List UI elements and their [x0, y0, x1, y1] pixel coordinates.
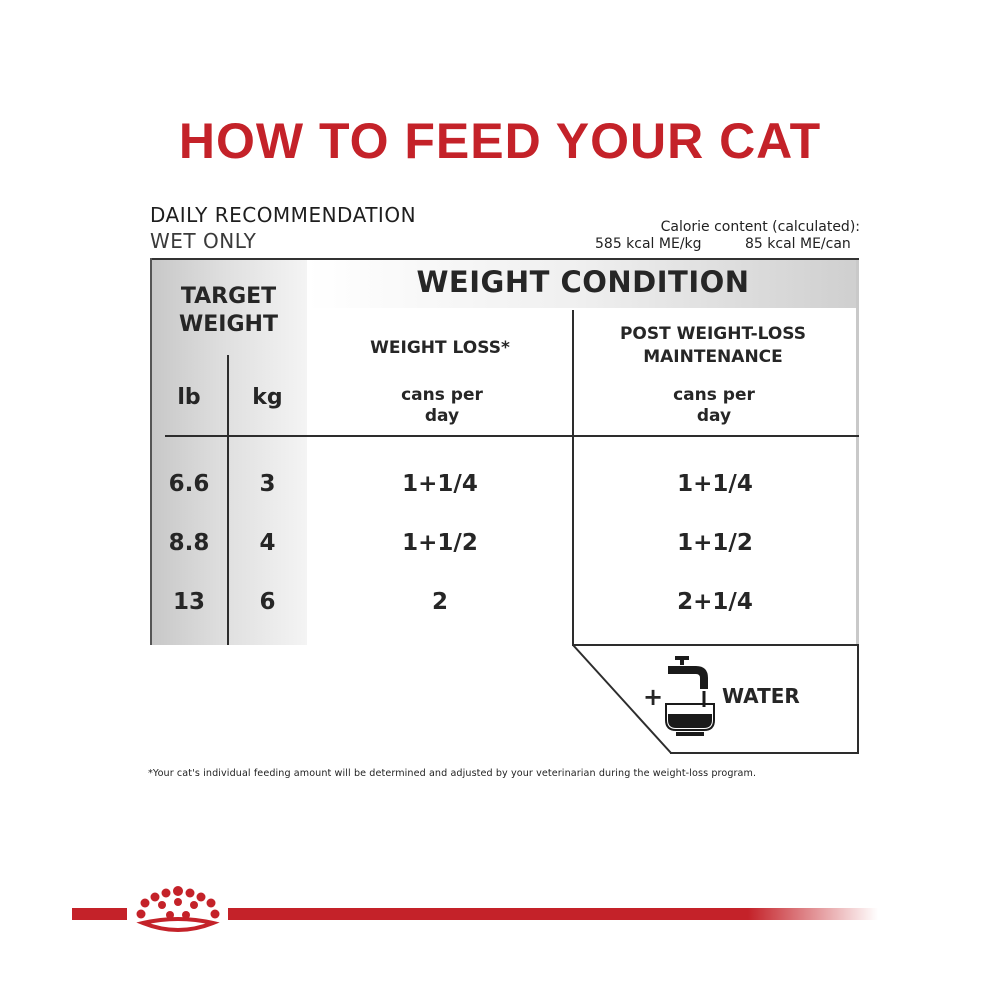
row1-kg: 3: [259, 471, 276, 497]
daily-recommendation-subtitle: WET ONLY: [150, 229, 257, 253]
target-weight-label: TARGET WEIGHT: [179, 284, 278, 337]
header-divider: [165, 435, 859, 437]
maintenance-cans-unit: cans per day: [673, 385, 755, 426]
daily-recommendation-title: DAILY RECOMMENDATION: [150, 203, 417, 227]
maintenance-header: POST WEIGHT-LOSS MAINTENANCE: [619, 324, 807, 367]
unit-lb-header: lb: [177, 385, 201, 410]
water-plus: +: [643, 683, 664, 711]
page-title: HOW TO FEED YOUR CAT: [178, 113, 822, 169]
unit-kg-header: kg: [252, 385, 283, 410]
calorie-content-label: Calorie content (calculated):: [660, 219, 860, 235]
row1-lb: 6.6: [168, 471, 210, 497]
weight-loss-cans-unit: cans per day: [401, 385, 483, 426]
row2-lb: 8.8: [168, 530, 210, 556]
calorie-per-can: 85 kcal ME/can: [745, 236, 851, 252]
row2-maintenance: 1+1/2: [677, 530, 753, 556]
row3-maintenance: 2+1/4: [677, 589, 753, 615]
calorie-per-kg: 585 kcal ME/kg: [595, 236, 702, 252]
target-weight-header: [150, 283, 307, 339]
table-top-border: [150, 258, 859, 260]
water-box-right: [857, 644, 859, 754]
row3-kg: 6: [259, 589, 276, 615]
row2-weight-loss: 1+1/2: [402, 530, 478, 556]
tap-bowl-icon: [662, 654, 718, 740]
table-right-edge: [856, 258, 859, 645]
footer-line-right: [228, 908, 878, 920]
water-label: WATER: [722, 684, 800, 708]
water-box-bottom: [670, 752, 859, 754]
footer-line-left: [72, 908, 127, 920]
footnote: *Your cat's individual feeding amount will be determined and adjusted by your veterinarian during the weight-loss program.: [148, 768, 757, 779]
row3-weight-loss: 2: [431, 589, 448, 615]
weight-condition-header: WEIGHT CONDITION: [416, 265, 750, 299]
weight-loss-header: WEIGHT LOSS*: [370, 338, 510, 358]
row3-lb: 13: [172, 589, 205, 615]
crown-logo-icon: [133, 885, 223, 935]
row2-kg: 4: [259, 530, 276, 556]
row1-maintenance: 1+1/4: [677, 471, 753, 497]
row1-weight-loss: 1+1/4: [402, 471, 478, 497]
